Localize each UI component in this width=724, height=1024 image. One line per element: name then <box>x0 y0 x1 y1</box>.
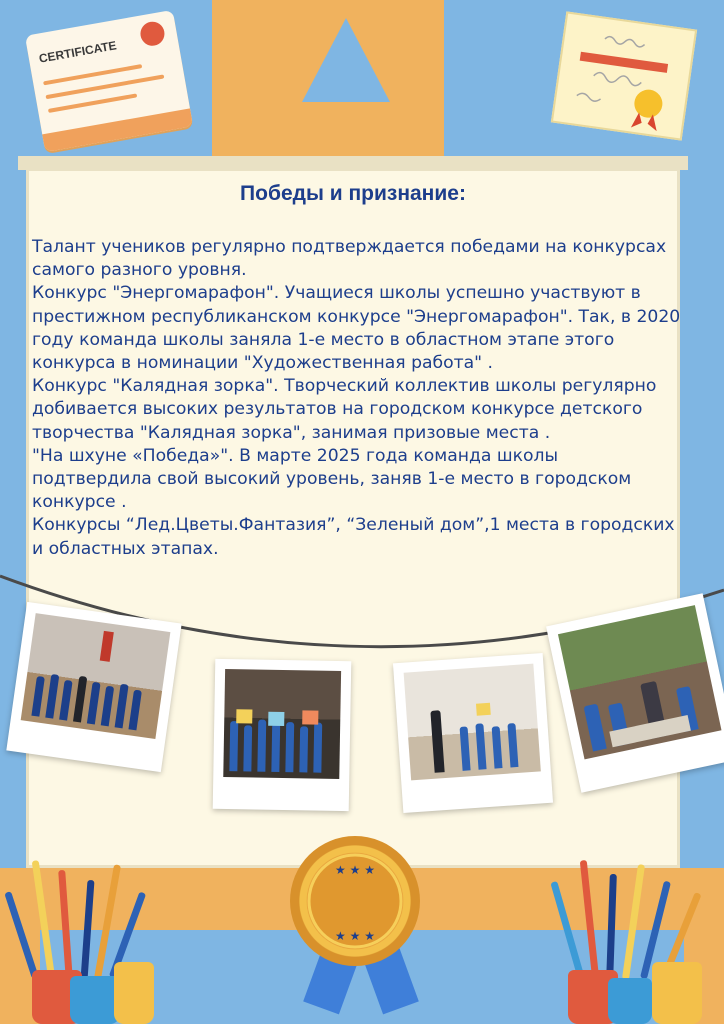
diploma-graphic <box>554 14 691 134</box>
easel-opening <box>302 18 390 102</box>
photo-classroom-award <box>404 664 541 781</box>
paragraph-kalyadnaya-zorka: Конкурс "Калядная зорка". Творческий коллектив школы регулярно добивается высоких результатов на городском конкурсе детского творчества "Калядная зорка", занимая призовые места . <box>32 376 657 443</box>
paint-brushes-icon <box>0 850 170 1024</box>
certificate-footer <box>42 108 193 152</box>
medal-stars <box>290 836 420 966</box>
photo-frame <box>393 653 553 813</box>
medal-icon <box>290 836 420 966</box>
paint-brushes-icon <box>548 850 724 1024</box>
photo-stage-group <box>21 613 171 739</box>
photo-frame <box>213 659 352 811</box>
paragraph-contests: Конкурсы “Лед.Цветы.Фантазия”, “Зеленый дом”,1 места в городских и областных этапах. <box>32 515 675 559</box>
paragraph-energomarathon: Конкурс "Энергомарафон". Учащиеся школы успешно участвуют в престижном республиканском конкурсе "Энергомарафон". Так, в 2020 году команда школы заняла 1-е место в областном этапе этого конкурса в номинации "Художественная работа" . <box>32 283 681 374</box>
paragraph-pobeda: "На шхуне «Победа»". В марте 2025 года команда школы подтвердила свой высокий уровень, заняв 1-е место в городском конкурсе . <box>32 445 632 513</box>
seal-icon <box>139 20 167 48</box>
svg-text:★ ★ ★: ★ ★ ★ <box>335 863 375 877</box>
svg-text:★ ★ ★: ★ ★ ★ <box>335 929 375 943</box>
photo-workshop-table <box>558 605 722 759</box>
photo-frame <box>6 602 181 772</box>
certificate-label: CERTIFICATE <box>37 38 118 66</box>
page-title: Победы и признание: <box>240 182 466 205</box>
photo-children-with-drawings <box>223 669 341 779</box>
paragraph-intro: Талант учеников регулярно подтверждается победами на конкурсах самого разного уровня. <box>32 237 667 281</box>
achievements-text <box>32 236 682 561</box>
certificate-icon <box>25 10 193 152</box>
diploma-icon <box>551 11 697 140</box>
